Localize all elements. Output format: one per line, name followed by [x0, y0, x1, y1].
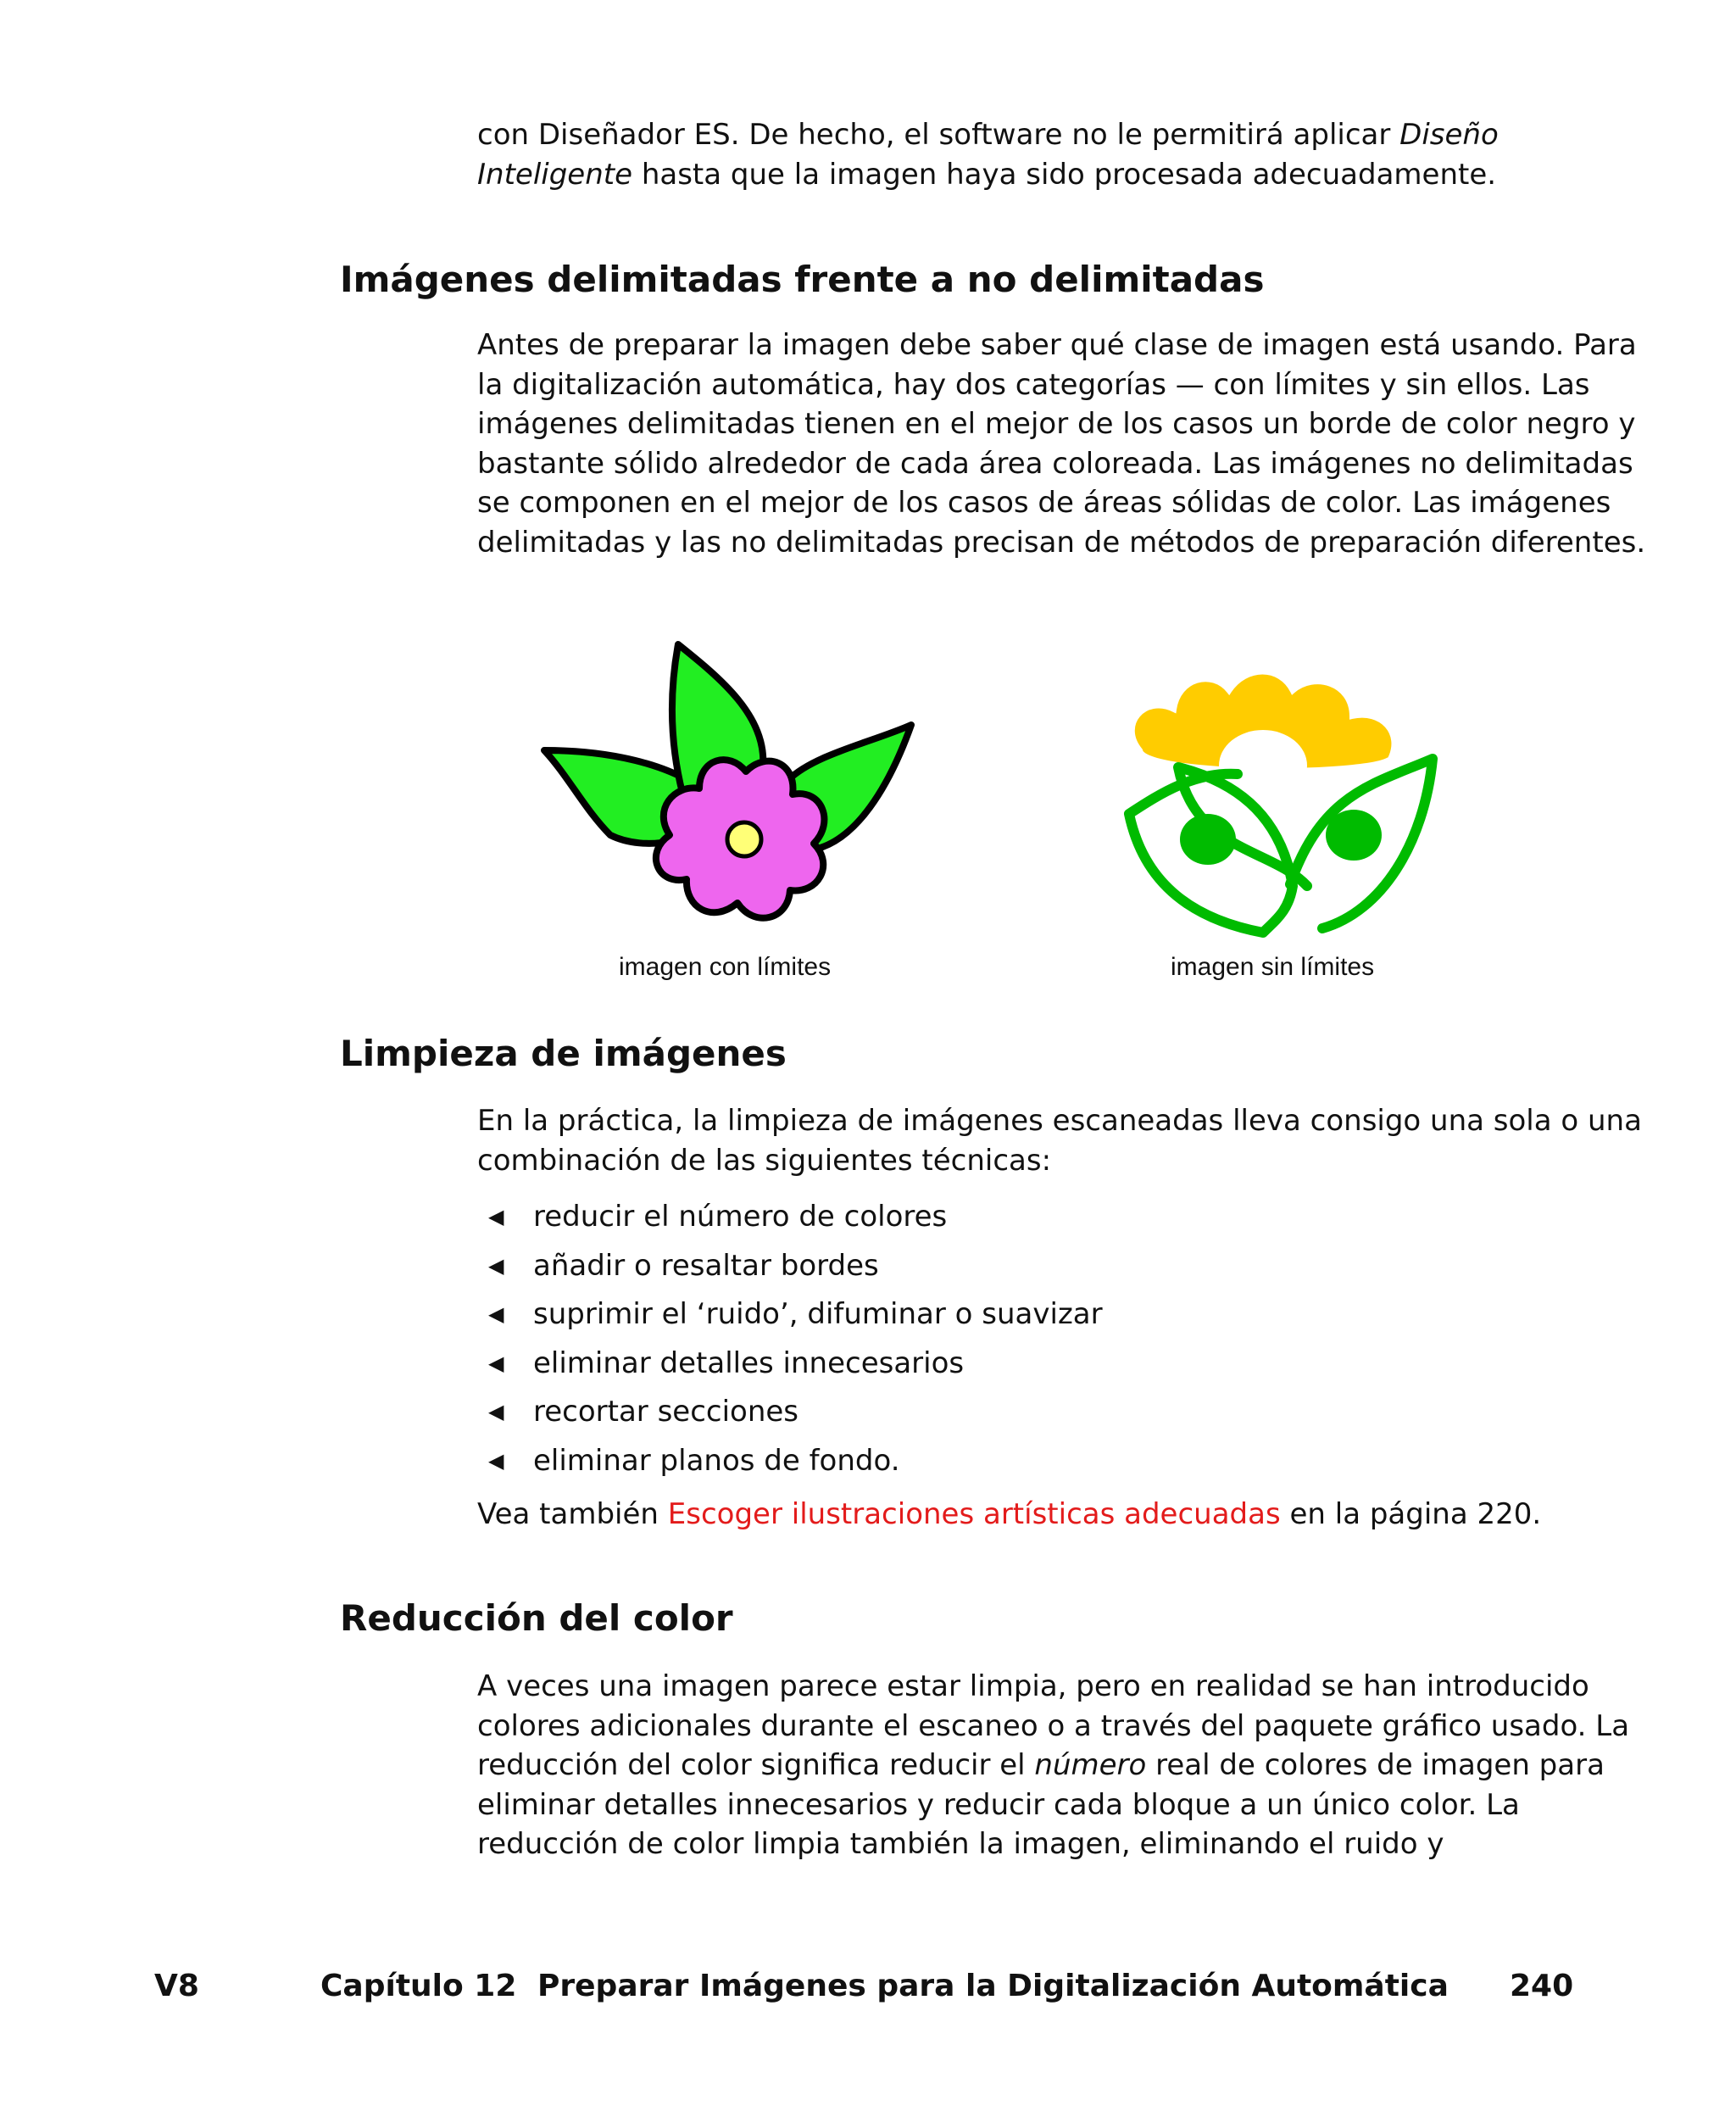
list-item: [477, 1437, 1103, 1486]
intro-text-end: hasta que la imagen haya sido procesada adecuadamente.: [632, 157, 1497, 192]
list-item-text: añadir o resaltar bordes: [533, 1248, 879, 1283]
see-also-prefix: Vea también: [477, 1497, 668, 1531]
see-also-suffix: en la página 220.: [1280, 1497, 1542, 1531]
list-item: [477, 1290, 1103, 1340]
green-dot-right: [1326, 810, 1382, 861]
list-item-text: eliminar planos de fondo.: [533, 1443, 900, 1478]
bordered-flower-image: [544, 644, 911, 918]
list-item: [477, 1193, 1103, 1242]
bullet-arrow-icon: ◀: [488, 1253, 504, 1278]
footer-page-number: 240: [1510, 1969, 1574, 2003]
section-paragraph-delimitadas: Antes de preparar la imagen debe saber qué clase de imagen está usando. Para la digitalización automática, hay dos categorías — con límites y sin ellos. Las imágenes delimitadas tienen en el mejor de los casos un borde de color negro y bastante sólido alrededor de cada área coloreada. Las imágenes no delimitadas se componen en el mejor de los casos de áreas sólidas de color. Las imágenes delimitadas y las no delimitadas precisan de métodos de preparación diferentes.: [477, 328, 1646, 560]
bullet-arrow-icon: ◀: [488, 1448, 504, 1473]
section-paragraph-limpieza: En la práctica, la limpieza de imágenes escaneadas lleva consigo una sola o una combinación de las siguientes técnicas:: [477, 1104, 1642, 1178]
reduccion-text: A veces una imagen parece estar limpia, pero en realidad se han introducido colores adicionales durante el escaneo o a través del paquete gráfico usado. La reducción del color significa reducir el: [477, 1669, 1630, 1782]
flower-center: [727, 822, 761, 856]
reduccion-text-end: real de colores de imagen para eliminar detalles innecesarios y reducir cada bloque a un único color. La reducción de color limpia también la imagen, eliminando el ruido y: [477, 1748, 1605, 1861]
see-also-link[interactable]: Escoger ilustraciones artísticas adecuadas: [667, 1497, 1281, 1531]
footer-title: Preparar Imágenes para la Digitalización Automática: [537, 1969, 1449, 2003]
caption-with-limits: imagen con límites: [619, 953, 832, 981]
section-heading-reduccion: Reducción del color: [340, 1597, 733, 1639]
boundless-flower-image: [1129, 672, 1433, 933]
list-item-text: reducir el número de colores: [533, 1200, 948, 1234]
reduccion-emphasis: número: [1034, 1748, 1147, 1782]
list-item-text: recortar secciones: [533, 1395, 799, 1429]
intro-emphasis: Diseño Inteligente: [477, 118, 1499, 192]
techniques-list: [477, 1193, 1103, 1485]
bullet-arrow-icon: ◀: [488, 1302, 504, 1326]
list-item: [477, 1388, 1103, 1437]
bullet-arrow-icon: ◀: [488, 1351, 504, 1375]
list-item-text: eliminar detalles innecesarios: [533, 1345, 965, 1380]
intro-paragraph: [477, 115, 1630, 194]
bullet-arrow-icon: ◀: [488, 1400, 504, 1423]
section-paragraph-reduccion: [477, 1667, 1647, 1864]
list-item-text: suprimir el ‘ruido’, difuminar o suavizar: [533, 1297, 1103, 1331]
section-heading-delimitadas: Imágenes delimitadas frente a no delimitadas: [340, 259, 1265, 300]
caption-without-limits: imagen sin límites: [1171, 953, 1375, 981]
green-dot-left: [1180, 814, 1236, 865]
list-item: [477, 1340, 1103, 1389]
list-item: [477, 1242, 1103, 1291]
see-also-line: [477, 1495, 1541, 1535]
intro-text: con Diseñador ES. De hecho, el software no le permitirá aplicar: [477, 118, 1400, 152]
footer-version: V8: [154, 1969, 199, 2003]
footer-chapter: Capítulo 12: [320, 1969, 517, 2003]
section-heading-limpieza: Limpieza de imágenes: [340, 1033, 787, 1074]
bullet-arrow-icon: ◀: [488, 1205, 504, 1228]
figure-illustrations: [534, 632, 1483, 988]
